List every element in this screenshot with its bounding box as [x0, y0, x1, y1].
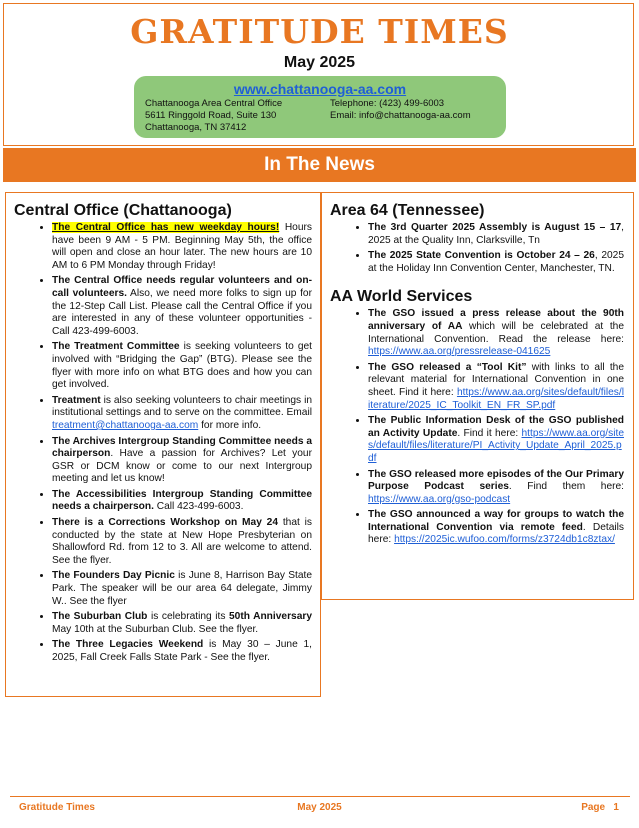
- item-headline: The 2025 State Convention is October 24 – 26: [368, 250, 595, 262]
- item-text: Also, we need more folks to sign up for the 12-Step Call List. Please call the Central Office if you are interested in any of these volunteer opportunities - Call 423-499-6003.: [52, 287, 312, 337]
- item-text: Call 423-499-6003.: [153, 501, 244, 513]
- item-text: is May 30 – June 1, 2025, Fall Creek Falls State Park - See the flyer.: [52, 639, 313, 663]
- list-item: [368, 415, 624, 465]
- toolkit-link[interactable]: https://www.aa.org/sites/default/files/literature/2025_IC_Toolkit_EN_FR_SP.pdf: [368, 386, 624, 411]
- list-item: [52, 395, 312, 433]
- item-text: is June 8, Harrison Bay State Park. The speaker will be our area 64 delegate, Jimmy W.. See the flyer: [52, 570, 312, 607]
- address-line: Chattanooga Area Central Office: [145, 98, 283, 109]
- item-headline: The GSO announced a way for groups to watch the International Convention via remote feed: [368, 509, 624, 533]
- item-headline: The 3rd Quarter 2025 Assembly is August 15 – 17: [368, 222, 622, 233]
- office-address: [145, 98, 282, 134]
- item-headline: The Archives Intergroup Standing Committee needs a chairperson: [52, 435, 313, 460]
- item-text: which will be celebrated at the International Convention. Read the release here:: [368, 320, 624, 345]
- list-item: [52, 639, 312, 664]
- item-text: is seeking volunteers to get involved with “Bridging the Gap” (BTG). Please see the flyer with more info on what BTG does and how you can get involved.: [52, 341, 312, 391]
- press-release-link[interactable]: https://www.aa.org/pressrelease-041625: [368, 346, 551, 358]
- item-text: for more info.: [198, 419, 262, 431]
- item-text: , 2025 at the Quality Inn, Clarksville, Tn: [368, 222, 624, 246]
- item-headline: The GSO released a “Tool Kit”: [368, 361, 527, 373]
- section-heading: Central Office (Chattanooga): [14, 202, 232, 219]
- highlighted-headline: The Central Office has new weekday hours!: [52, 222, 280, 233]
- list-item: [368, 509, 624, 547]
- item-headline: The Accessibilities Intergroup Standing Committee needs a chairperson.: [52, 488, 312, 513]
- footer-rule: [10, 796, 630, 797]
- list-item: [52, 222, 312, 272]
- footer-date: May 2025: [297, 802, 342, 813]
- central-office-column: [5, 192, 321, 697]
- list-item: [52, 436, 312, 486]
- list-item: [368, 222, 624, 247]
- contact-details: [330, 98, 471, 122]
- item-headline: Treatment: [52, 394, 101, 406]
- aaws-list: [330, 308, 624, 547]
- section-heading: AA World Services: [330, 288, 473, 306]
- contact-box: [134, 76, 506, 138]
- item-headline: The Suburban Club: [52, 611, 148, 623]
- item-headline: The GSO issued a press release about the 90th anniversary of AA: [368, 308, 624, 332]
- item-headline: The Central Office needs regular volunteers and on-call volunteers.: [52, 275, 312, 299]
- list-item: [52, 489, 312, 514]
- item-text: with links to all the relevant material for International Convention in one sheet. Find it here:: [368, 361, 624, 398]
- item-headline: The Founders Day Picnic: [52, 570, 175, 582]
- footer-title: Gratitude Times: [19, 802, 95, 813]
- list-item: [52, 570, 312, 608]
- list-item: [52, 341, 312, 391]
- item-headline: There is a Corrections Workshop on May 24: [52, 517, 279, 529]
- list-item: [368, 469, 624, 507]
- remote-feed-link[interactable]: https://2025ic.wufoo.com/forms/z3724db1c8ztax/: [394, 534, 615, 546]
- item-headline: 50th Anniversary: [228, 611, 312, 623]
- item-text: , 2025 at the Holiday Inn Convention Center, Manchester, TN.: [368, 250, 624, 274]
- item-text: is celebrating its: [147, 611, 229, 623]
- list-item: [368, 308, 624, 358]
- treatment-email-link[interactable]: treatment@chattanooga-aa.com: [52, 419, 199, 431]
- item-headline: The Treatment Committee: [52, 341, 180, 353]
- item-text: that is conducted by the state at New Hope Presbyterian on Shallowford Rd. from 12 to 3. All are welcome to attend. See the flyer.: [52, 517, 312, 566]
- telephone: Telephone: (423) 499-6003: [330, 98, 445, 109]
- section-band: In The News: [3, 148, 636, 182]
- footer-page-number: Page 1: [581, 802, 619, 813]
- item-text: . Find it here:: [457, 427, 522, 439]
- list-item: [52, 275, 312, 338]
- item-headline: The Three Legacies Weekend: [52, 639, 204, 651]
- item-text: . Have a passion for Archives? Let your GSR or DCM know or come to our next Intergroup meeting and let us know!: [52, 448, 312, 485]
- item-headline: The GSO released more episodes of the Our Primary Purpose Podcast series: [368, 468, 624, 493]
- item-text: May 10th at the Suburban Club. See the flyer.: [52, 623, 259, 635]
- list-item: [368, 250, 624, 275]
- area64-list: [330, 222, 624, 275]
- issue-date: May 2025: [283, 54, 356, 71]
- item-headline: The Public Information Desk of the GSO published an Activity Update: [368, 415, 624, 439]
- section-heading: Area 64 (Tennessee): [330, 202, 485, 219]
- list-item: [52, 517, 312, 567]
- website-link[interactable]: www.chattanooga-aa.com: [233, 81, 407, 97]
- address-line: Chattanooga, TN 37412: [145, 122, 247, 133]
- item-text: Hours have been 9 AM - 5 PM. Beginning May 5th, the office will open and close an hour later. The new hours are 10 AM to 6 PM Monday through Friday!: [52, 222, 312, 271]
- list-item: [368, 362, 624, 412]
- activity-update-link[interactable]: https://www.aa.org/sites/default/files/literature/PI_Activity_Update_April_2025.pdf: [368, 427, 624, 464]
- list-item: [52, 611, 312, 636]
- item-text: . Find them here:: [508, 481, 624, 493]
- area-and-aaws-column: [321, 192, 634, 600]
- item-text: . Details here:: [368, 521, 624, 546]
- newsletter-title: GRATITUDE TIMES: [130, 12, 509, 51]
- item-text: is also seeking volunteers to chair meetings in institutional settings and to serve on the committee. Email: [52, 394, 312, 419]
- central-office-list: [14, 222, 312, 665]
- address-line: 5611 Ringgold Road, Suite 130: [145, 110, 277, 121]
- podcast-link[interactable]: https://www.aa.org/gso-podcast: [368, 493, 511, 505]
- email: Email: info@chattanooga-aa.com: [330, 110, 471, 121]
